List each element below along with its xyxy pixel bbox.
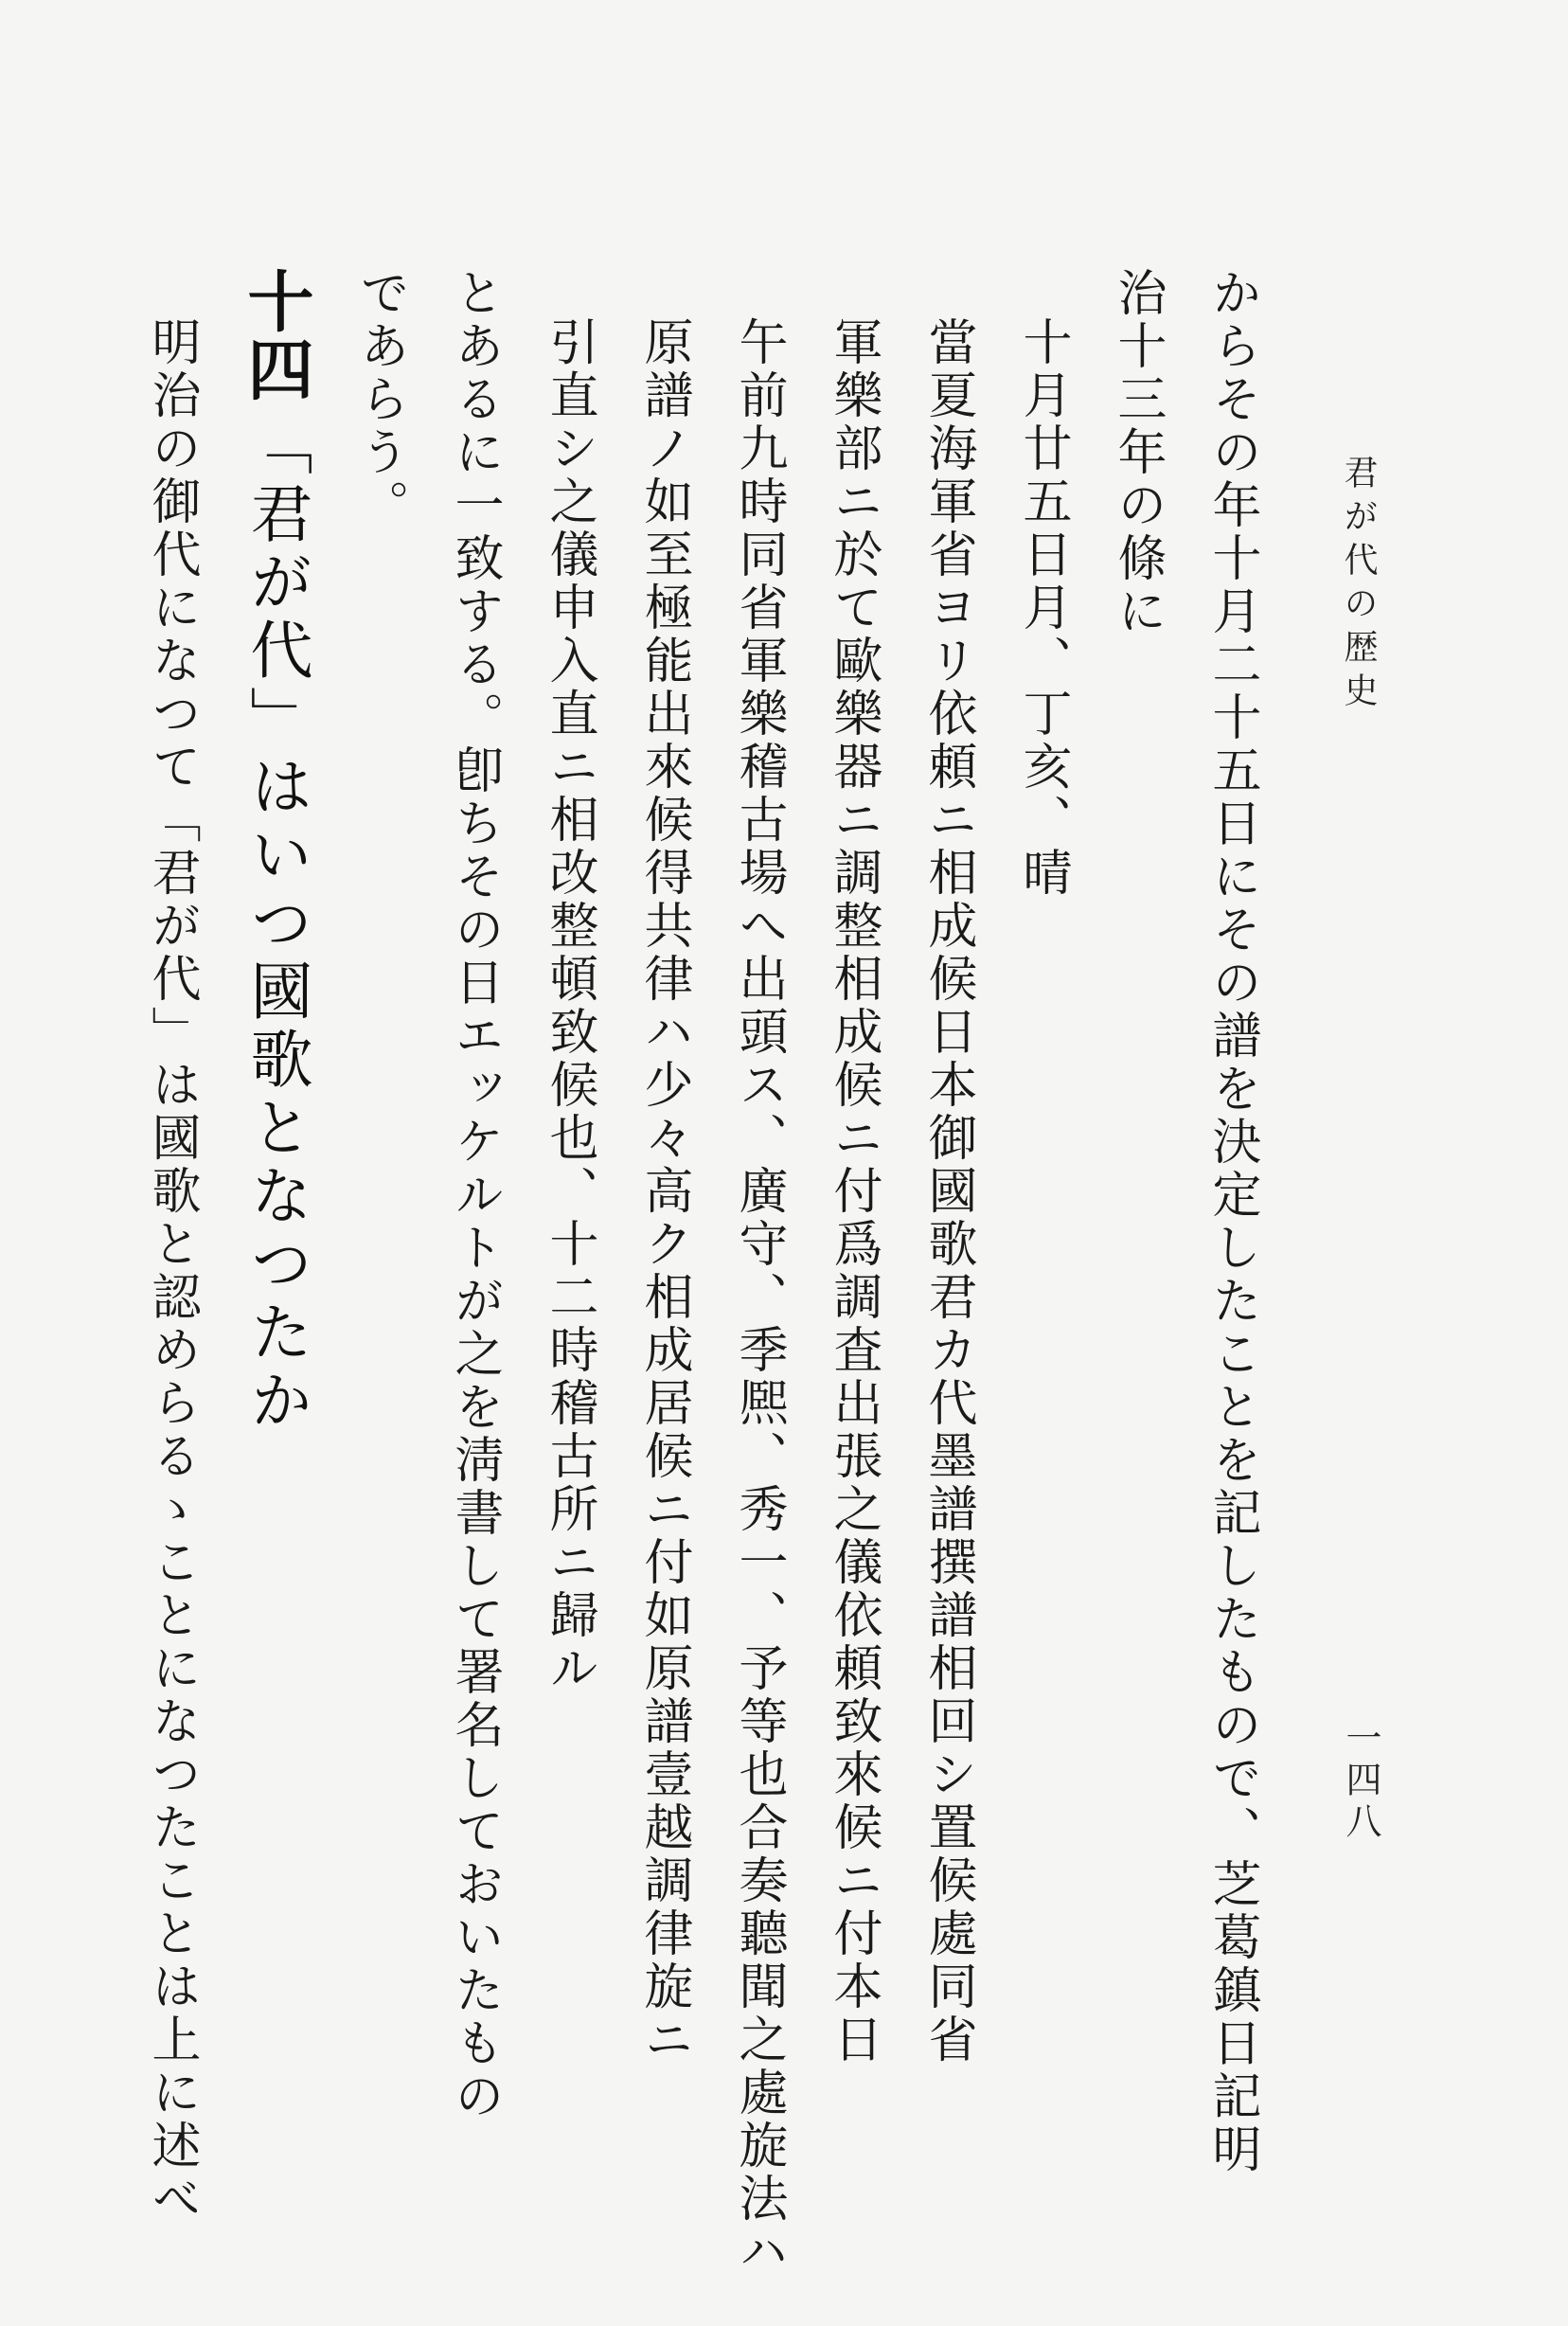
section-heading — [219, 267, 332, 2161]
text-line: 當夏海軍省ヨリ依頼ニ相成候日本御國歌君カ代墨譜撰譜相回シ置候處同省 — [919, 316, 976, 2067]
text-line: 軍樂部ニ於て歐樂器ニ調整相成候ニ付爲調査出張之儀依頼致來候ニ付本日 — [825, 316, 882, 2067]
section-number: 十四 — [237, 267, 315, 403]
text-line: からその年十月二十五日にその譜を決定したことを記したもので、芝葛鎮日記明 — [1203, 267, 1260, 2176]
page-number: 一四八 — [1340, 1719, 1381, 1844]
text-line: 治十三年の條に — [1109, 267, 1166, 638]
text-line: 十月廿五日月、丁亥、晴 — [1014, 316, 1071, 900]
running-title: 君が代の歴史 — [1339, 455, 1378, 716]
text-line: 引直シ之儀申入直ニ相改整頓致候也、十二時稽古所ニ歸ル — [541, 316, 597, 1695]
text-line: 午前九時同省軍樂稽古場へ出頭ス、廣守、季熈、秀一、予等也合奏聽聞之處旋法ハ — [730, 316, 787, 2279]
text-line: とあるに一致する。卽ちその日エッケルトが之を淸書して署名しておいたもの — [446, 267, 503, 2123]
text-line: であらう。 — [351, 267, 408, 532]
body-text — [143, 267, 1279, 2279]
text-line: 明治の御代になつて「君が代」は國歌と認めらるゝことになつたことは上に述べ — [143, 316, 200, 2226]
section-title: 「君が代」はいつ國歌となつたか — [240, 413, 312, 1436]
text-line: 原譜ノ如至極能出來候得共律ハ少々高ク相成居候ニ付如原譜壹越調律旋ニ — [635, 316, 692, 2067]
